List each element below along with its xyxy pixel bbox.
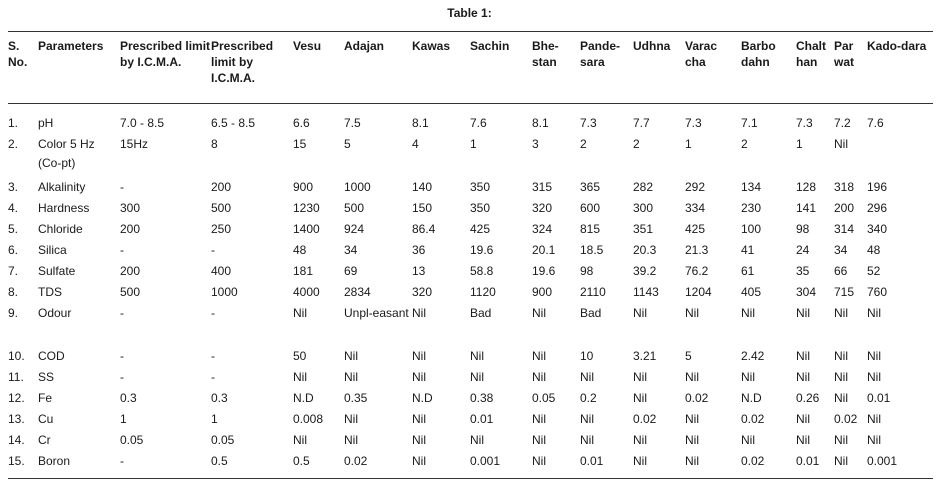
value-cell: 10 <box>580 349 594 363</box>
value-cell: 500 <box>120 285 141 299</box>
value-cell: 715 <box>834 285 855 299</box>
value-cell: 351 <box>633 222 654 236</box>
value-cell: 0.01 <box>796 454 820 468</box>
value-cell: 6.5 - 8.5 <box>211 116 256 130</box>
value-cell: Nil <box>412 454 426 468</box>
value-cell: 0.001 <box>470 454 501 468</box>
value-cell: Nil <box>293 306 307 320</box>
value-cell: - <box>120 180 124 194</box>
value-cell: 1 <box>470 137 477 151</box>
table-row <box>8 104 933 135</box>
value-cell: 0.35 <box>344 391 368 405</box>
value-cell: 181 <box>293 264 314 278</box>
table-row <box>8 283 933 304</box>
value-cell: 924 <box>344 222 365 236</box>
value-cell: 48 <box>867 243 881 257</box>
parameter-cell: TDS <box>38 285 62 299</box>
value-cell: 5 <box>685 349 692 363</box>
value-cell: 48 <box>293 243 307 257</box>
value-cell: 282 <box>633 180 654 194</box>
parameter-cell: SS <box>38 370 55 384</box>
parameter-cell: Chloride <box>38 222 83 236</box>
value-cell: 200 <box>120 222 141 236</box>
value-cell: 0.5 <box>293 454 310 468</box>
parameter-cell: pH <box>38 116 54 130</box>
table-row <box>8 220 933 241</box>
value-cell: 7.1 <box>741 116 758 130</box>
value-cell: 7.2 <box>834 116 851 130</box>
value-cell: 150 <box>412 201 433 215</box>
value-cell: 1204 <box>685 285 712 299</box>
value-cell: 0.05 <box>120 433 144 447</box>
value-cell: 134 <box>741 180 762 194</box>
value-cell: 7.3 <box>796 116 813 130</box>
value-cell: Nil <box>532 349 546 363</box>
row-number-cell: 3. <box>8 180 19 194</box>
value-cell: Nil <box>867 349 881 363</box>
column-header: Udhna <box>633 39 671 53</box>
value-cell: 20.1 <box>532 243 556 257</box>
row-number-cell: 10. <box>8 349 25 363</box>
value-cell: 1 <box>796 137 803 151</box>
parameter-cell: Silica <box>38 243 67 257</box>
value-cell: 350 <box>470 180 491 194</box>
value-cell: 140 <box>412 180 433 194</box>
row-number-cell: 2. <box>8 137 19 151</box>
value-cell: 6.6 <box>293 116 310 130</box>
value-cell: 0.3 <box>120 391 137 405</box>
value-cell: 0.02 <box>741 454 765 468</box>
value-cell: 365 <box>580 180 601 194</box>
value-cell: - <box>120 349 124 363</box>
value-cell: 1400 <box>293 222 320 236</box>
parameter-cell: Hardness <box>38 201 90 215</box>
value-cell: 1 <box>685 137 692 151</box>
table-row <box>8 368 933 389</box>
parameter-cell: Alkalinity <box>38 180 86 194</box>
parameter-cell: Cu <box>38 412 54 426</box>
value-cell: Nil <box>344 370 358 384</box>
value-cell: 2834 <box>344 285 371 299</box>
table-row <box>8 262 933 283</box>
value-cell: 304 <box>796 285 817 299</box>
value-cell: - <box>211 306 215 320</box>
value-cell: 20.3 <box>633 243 657 257</box>
row-number-cell: 14. <box>8 433 25 447</box>
value-cell: 52 <box>867 264 881 278</box>
row-number-cell: 8. <box>8 285 19 299</box>
value-cell: 340 <box>867 222 888 236</box>
value-cell: 24 <box>796 243 810 257</box>
column-header: Barbo dahn <box>741 39 776 69</box>
value-cell: 0.01 <box>580 454 604 468</box>
value-cell: 98 <box>580 264 594 278</box>
value-cell: 7.6 <box>867 116 884 130</box>
value-cell: 300 <box>633 201 654 215</box>
value-cell: 500 <box>211 201 232 215</box>
parameter-cell: Cr <box>38 433 51 447</box>
value-cell: 0.02 <box>633 412 657 426</box>
value-cell: 0.01 <box>470 412 494 426</box>
value-cell: Nil <box>470 349 484 363</box>
value-cell: Nil <box>412 433 426 447</box>
column-header: S. No. <box>8 39 28 69</box>
value-cell: Nil <box>796 306 810 320</box>
value-cell: Nil <box>532 454 546 468</box>
value-cell: 334 <box>685 201 706 215</box>
value-cell: 1 <box>211 412 218 426</box>
value-cell: 0.3 <box>211 391 228 405</box>
row-number-cell: 6. <box>8 243 19 257</box>
column-header: Adajan <box>344 39 385 53</box>
value-cell: Nil <box>796 412 810 426</box>
value-cell: Nil <box>834 433 848 447</box>
parameter-cell: Boron <box>38 454 71 468</box>
value-cell: 5 <box>344 137 351 151</box>
value-cell: Nil <box>344 349 358 363</box>
value-cell: 2 <box>633 137 640 151</box>
value-cell: 8 <box>211 137 218 151</box>
value-cell: - <box>211 243 215 257</box>
value-cell: 900 <box>532 285 553 299</box>
value-cell: Bad <box>470 306 492 320</box>
value-cell: Nil <box>412 370 426 384</box>
value-cell: Nil <box>685 433 699 447</box>
value-cell: Nil <box>685 306 699 320</box>
value-cell: Nil <box>685 370 699 384</box>
table-row <box>8 135 933 178</box>
value-cell: Nil <box>741 370 755 384</box>
value-cell: 4000 <box>293 285 320 299</box>
value-cell: 1 <box>120 412 127 426</box>
value-cell: Nil <box>633 391 647 405</box>
column-header: Prescribed limit by I.C.M.A. <box>211 39 274 85</box>
value-cell: Nil <box>834 370 848 384</box>
value-cell: 200 <box>834 201 855 215</box>
value-cell: Nil <box>741 433 755 447</box>
value-cell: 1230 <box>293 201 320 215</box>
value-cell: Nil <box>412 412 426 426</box>
value-cell: Nil <box>867 306 881 320</box>
value-cell: 35 <box>796 264 810 278</box>
value-cell: Nil <box>532 370 546 384</box>
value-cell: 34 <box>344 243 358 257</box>
column-header: Chalt han <box>796 39 826 69</box>
water-quality-table <box>8 38 933 473</box>
value-cell: Nil <box>633 433 647 447</box>
value-cell: 425 <box>685 222 706 236</box>
value-cell: 7.3 <box>580 116 597 130</box>
value-cell: 2 <box>580 137 587 151</box>
column-header: Prescribed limit by I.C.M.A. <box>120 39 211 69</box>
value-cell: Nil <box>867 370 881 384</box>
row-number-cell: 15. <box>8 454 25 468</box>
value-cell: Nil <box>470 370 484 384</box>
value-cell: 320 <box>412 285 433 299</box>
value-cell: Nil <box>834 391 848 405</box>
row-number-cell: 4. <box>8 201 19 215</box>
value-cell: 0.05 <box>532 391 556 405</box>
value-cell: 86.4 <box>412 222 436 236</box>
value-cell: Nil <box>293 370 307 384</box>
value-cell: 760 <box>867 285 888 299</box>
value-cell: 58.8 <box>470 264 494 278</box>
value-cell: 19.6 <box>532 264 556 278</box>
value-cell: - <box>211 349 215 363</box>
value-cell: 0.02 <box>741 412 765 426</box>
value-cell: 600 <box>580 201 601 215</box>
value-cell: 0.02 <box>834 412 858 426</box>
table-row <box>8 304 933 347</box>
value-cell: 196 <box>867 180 888 194</box>
value-cell: - <box>120 454 124 468</box>
value-cell: Nil <box>796 349 810 363</box>
value-cell: 200 <box>120 264 141 278</box>
value-cell: 3.21 <box>633 349 657 363</box>
value-cell: 350 <box>470 201 491 215</box>
value-cell: 18.5 <box>580 243 604 257</box>
column-header: Bhe-stan <box>532 39 559 69</box>
value-cell: 69 <box>344 264 358 278</box>
value-cell: 0.001 <box>867 454 898 468</box>
value-cell: 1120 <box>470 285 496 299</box>
value-cell: Bad <box>580 306 602 320</box>
value-cell: 141 <box>796 201 817 215</box>
value-cell: 1000 <box>344 180 371 194</box>
column-header: Sachin <box>470 39 510 53</box>
value-cell: Nil <box>532 306 546 320</box>
table-body <box>8 104 933 473</box>
value-cell: 324 <box>532 222 553 236</box>
value-cell: 15 <box>293 137 307 151</box>
value-cell: 1000 <box>211 285 238 299</box>
value-cell: 425 <box>470 222 491 236</box>
value-cell: 400 <box>211 264 232 278</box>
value-cell: Nil <box>834 306 848 320</box>
value-cell: N.D <box>741 391 762 405</box>
value-cell: 2 <box>741 137 748 151</box>
value-cell: Nil <box>633 454 647 468</box>
value-cell: 61 <box>741 264 755 278</box>
parameter-cell: Fe <box>38 391 53 405</box>
value-cell: 7.5 <box>344 116 361 130</box>
column-header: Kado-dara <box>867 39 927 53</box>
value-cell: 0.38 <box>470 391 494 405</box>
value-cell: 320 <box>532 201 553 215</box>
table-header <box>8 38 933 104</box>
row-number-cell: 7. <box>8 264 19 278</box>
column-header: Varac cha <box>685 39 718 69</box>
value-cell: 8.1 <box>532 116 549 130</box>
value-cell: 13 <box>412 264 426 278</box>
value-cell: Nil <box>532 412 546 426</box>
top-rule <box>8 31 933 32</box>
value-cell: Nil <box>867 433 881 447</box>
value-cell: 200 <box>211 180 232 194</box>
bottom-rule <box>8 478 933 479</box>
row-number-cell: 9. <box>8 306 19 320</box>
value-cell: 0.2 <box>580 391 597 405</box>
value-cell: 405 <box>741 285 762 299</box>
value-cell: - <box>120 306 124 320</box>
value-cell: N.D <box>412 391 433 405</box>
value-cell: 300 <box>120 201 141 215</box>
value-cell: Nil <box>580 412 594 426</box>
value-cell: - <box>211 370 215 384</box>
value-cell: 230 <box>741 201 762 215</box>
value-cell: 3 <box>532 137 539 151</box>
value-cell: 76.2 <box>685 264 709 278</box>
value-cell: 0.01 <box>867 391 891 405</box>
value-cell: 0.008 <box>293 412 324 426</box>
table-row <box>8 410 933 431</box>
value-cell: Nil <box>796 433 810 447</box>
value-cell: 292 <box>685 180 706 194</box>
value-cell: Nil <box>741 306 755 320</box>
column-header: Par wat <box>834 39 855 69</box>
value-cell: 100 <box>741 222 762 236</box>
value-cell: 7.0 - 8.5 <box>120 116 165 130</box>
value-cell: Nil <box>412 349 426 363</box>
value-cell: N.D <box>293 391 314 405</box>
value-cell: Nil <box>633 306 647 320</box>
table-row <box>8 347 933 368</box>
value-cell: 2.42 <box>741 349 765 363</box>
value-cell: Nil <box>580 433 594 447</box>
value-cell: Nil <box>532 433 546 447</box>
row-number-cell: 1. <box>8 116 19 130</box>
value-cell: 0.26 <box>796 391 820 405</box>
value-cell: 0.5 <box>211 454 228 468</box>
table-row <box>8 389 933 410</box>
value-cell: - <box>120 243 124 257</box>
column-header: Kawas <box>412 39 451 53</box>
value-cell: 500 <box>344 201 365 215</box>
value-cell: 4 <box>412 137 419 151</box>
value-cell: 314 <box>834 222 855 236</box>
parameter-cell: Color 5 Hz (Co-pt) <box>38 137 95 170</box>
row-number-cell: 12. <box>8 391 25 405</box>
value-cell: 50 <box>293 349 307 363</box>
parameter-cell: Sulfate <box>38 264 76 278</box>
column-header: Vesu <box>293 39 322 53</box>
value-cell: 900 <box>293 180 314 194</box>
value-cell: - <box>120 370 124 384</box>
table-row <box>8 452 933 473</box>
value-cell: Nil <box>796 370 810 384</box>
value-cell: 19.6 <box>470 243 494 257</box>
value-cell: 15Hz <box>120 137 149 151</box>
column-header: Pande-sara <box>580 39 621 69</box>
value-cell: Nil <box>685 454 699 468</box>
value-cell: 8.1 <box>412 116 429 130</box>
value-cell: 318 <box>834 180 855 194</box>
value-cell: Unpl-easant <box>344 306 409 320</box>
value-cell: Nil <box>834 349 848 363</box>
value-cell: 34 <box>834 243 848 257</box>
value-cell: 41 <box>741 243 755 257</box>
value-cell: 2110 <box>580 285 606 299</box>
parameter-cell: Odour <box>38 306 72 320</box>
value-cell: Nil <box>412 306 426 320</box>
row-number-cell: 5. <box>8 222 19 236</box>
value-cell: 98 <box>796 222 810 236</box>
row-number-cell: 11. <box>8 370 24 384</box>
value-cell: 7.3 <box>685 116 702 130</box>
value-cell: 7.7 <box>633 116 650 130</box>
value-cell: 0.02 <box>685 391 709 405</box>
value-cell: Nil <box>344 433 358 447</box>
value-cell: 815 <box>580 222 601 236</box>
table-row <box>8 199 933 220</box>
value-cell: Nil <box>470 433 484 447</box>
value-cell <box>867 135 933 178</box>
value-cell: 1143 <box>633 285 659 299</box>
parameter-cell: COD <box>38 349 65 363</box>
header-row <box>8 38 933 104</box>
value-cell: Nil <box>834 137 848 151</box>
table-title: Table 1: <box>447 6 492 20</box>
value-cell: Nil <box>685 412 699 426</box>
value-cell: 250 <box>211 222 232 236</box>
value-cell: Nil <box>580 370 594 384</box>
table-row <box>8 241 933 262</box>
value-cell: 36 <box>412 243 426 257</box>
value-cell: Nil <box>834 454 848 468</box>
value-cell: 7.6 <box>470 116 487 130</box>
value-cell: Nil <box>867 412 881 426</box>
value-cell: 128 <box>796 180 817 194</box>
value-cell: 39.2 <box>633 264 657 278</box>
value-cell: Nil <box>344 412 358 426</box>
value-cell: 21.3 <box>685 243 709 257</box>
value-cell: 0.02 <box>344 454 368 468</box>
column-header: Parameters <box>38 39 104 53</box>
value-cell: Nil <box>633 370 647 384</box>
value-cell: Nil <box>293 433 307 447</box>
value-cell: 66 <box>834 264 848 278</box>
table-row <box>8 431 933 452</box>
value-cell: 296 <box>867 201 888 215</box>
table-row <box>8 178 933 199</box>
value-cell: 315 <box>532 180 553 194</box>
row-number-cell: 13. <box>8 412 25 426</box>
value-cell: 0.05 <box>211 433 235 447</box>
